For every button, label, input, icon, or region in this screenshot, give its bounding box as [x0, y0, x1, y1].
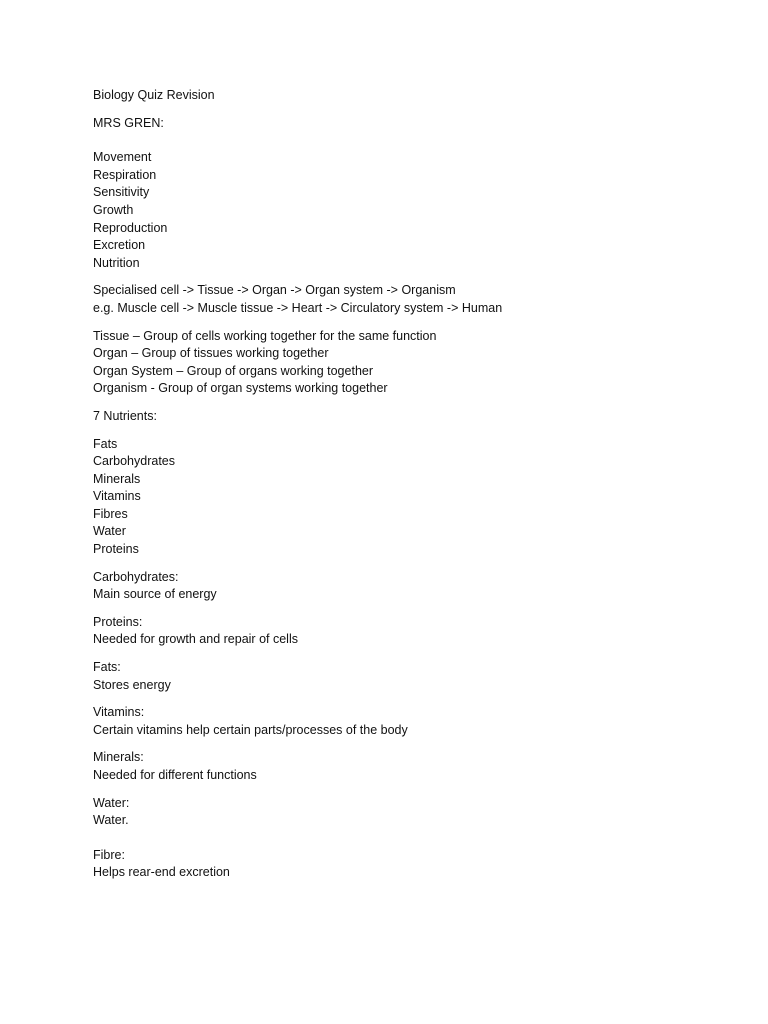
document-title: Biology Quiz Revision — [93, 88, 215, 102]
nutrient-note-proteins — [93, 614, 713, 649]
list-item: Reproduction — [93, 220, 168, 235]
mrs-gren-list — [93, 149, 713, 272]
list-item: Growth — [93, 202, 134, 217]
nutrient-note-minerals — [93, 749, 713, 784]
nutrient-note: Needed for different functions — [93, 768, 257, 782]
nutrient-note: Main source of energy — [93, 587, 217, 602]
nutrient-name: Vitamins: — [93, 705, 145, 720]
nutrient-note-fibre — [93, 847, 713, 882]
nutrient-note: Stores energy — [93, 677, 171, 692]
list-item: Water — [93, 524, 126, 539]
nutrient-note-water — [93, 795, 713, 830]
list-item: Minerals — [93, 471, 141, 486]
list-item: Sensitivity — [93, 185, 150, 200]
mrs-gren-heading: MRS GREN: — [93, 115, 164, 130]
hierarchy-line: Specialised cell -> Tissue -> Organ -> Organ system -> Organism — [93, 283, 456, 298]
nutrient-name: Minerals: — [93, 750, 144, 765]
list-item: Nutrition — [93, 255, 140, 270]
nutrient-note-fats — [93, 659, 713, 694]
nutrients-list — [93, 436, 713, 559]
nutrient-note: Helps rear-end excretion — [93, 865, 230, 880]
list-item: Carbohydrates — [93, 454, 175, 469]
mrs-gren-heading-block — [93, 115, 713, 133]
nutrients-heading-block — [93, 408, 713, 426]
nutrient-note: Certain vitamins help certain parts/processes of the body — [93, 722, 408, 737]
document-body — [93, 87, 713, 882]
list-item: Movement — [93, 150, 152, 165]
definition-line: Organism - Group of organ systems working together — [93, 381, 388, 396]
nutrient-note: Needed for growth and repair of cells — [93, 632, 298, 647]
definition-line: Organ – Group of tissues working together — [93, 346, 329, 361]
definitions-block — [93, 328, 713, 398]
hierarchy-example: e.g. Muscle cell -> Muscle tissue -> Heart -> Circulatory system -> Human — [93, 300, 503, 315]
list-item: Excretion — [93, 238, 146, 253]
hierarchy-block — [93, 282, 713, 317]
list-item: Proteins — [93, 542, 139, 557]
definition-line: Tissue – Group of cells working together for the same function — [93, 328, 437, 343]
nutrient-name: Fats: — [93, 660, 121, 675]
definition-line: Organ System – Group of organs working together — [93, 363, 374, 378]
nutrient-name: Proteins: — [93, 614, 143, 629]
nutrient-note: Water. — [93, 813, 129, 828]
list-item: Vitamins — [93, 489, 141, 504]
title-block — [93, 87, 713, 105]
nutrient-name: Carbohydrates: — [93, 569, 179, 584]
nutrients-heading: 7 Nutrients: — [93, 408, 157, 423]
list-item: Respiration — [93, 167, 157, 182]
nutrient-name: Water: — [93, 795, 130, 810]
list-item: Fats — [93, 436, 118, 451]
nutrient-note-carbohydrates — [93, 569, 713, 604]
list-item: Fibres — [93, 506, 128, 521]
nutrient-name: Fibre: — [93, 847, 125, 862]
nutrient-note-vitamins — [93, 704, 713, 739]
